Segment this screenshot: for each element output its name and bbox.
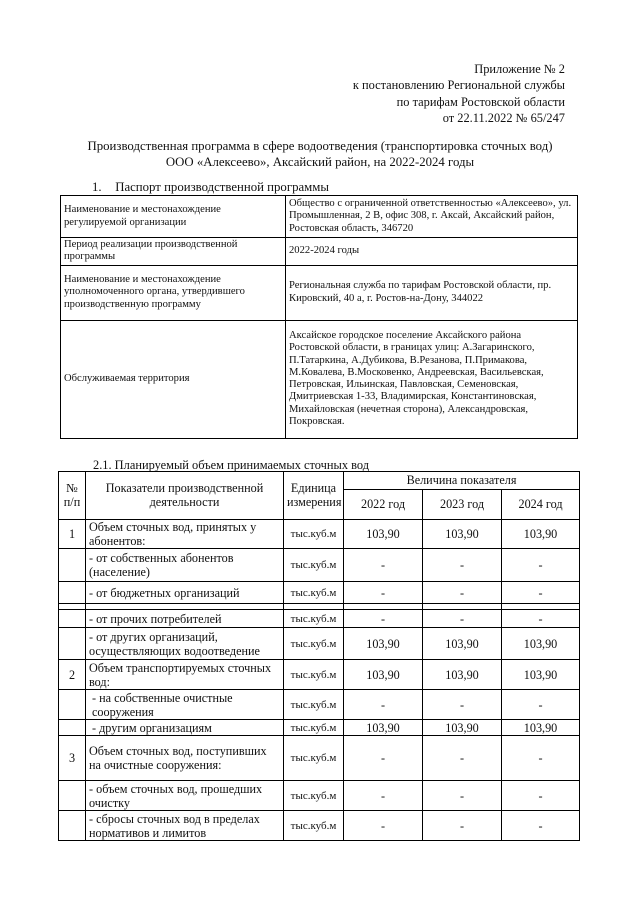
row-num: [59, 720, 86, 736]
row-value-2023: 103,90: [423, 520, 502, 549]
row-value-2023: -: [423, 690, 502, 720]
row-value-2023: -: [423, 582, 502, 604]
row-unit: тыс.куб.м: [284, 628, 344, 660]
row-value-2022: -: [344, 549, 423, 582]
row-unit: тыс.куб.м: [284, 690, 344, 720]
passport-row: [61, 238, 578, 266]
row-name: - от прочих потребителей: [86, 610, 284, 628]
table-row: [59, 811, 580, 841]
header-indicator: Показатели производственной деятельности: [86, 472, 284, 520]
row-value-2023: 103,90: [423, 660, 502, 690]
row-num: 1: [59, 520, 86, 549]
table-row: [59, 582, 580, 604]
title-line-1: Производственная программа в сфере водоотведения (транспортировка сточных вод): [87, 139, 553, 153]
section-2-1-heading: 2.1. Планируемый объем принимаемых сточных вод: [93, 458, 370, 472]
row-unit: тыс.куб.м: [284, 781, 344, 811]
passport-table: [60, 195, 578, 439]
row-value-2022: -: [344, 811, 423, 841]
row-value-2022: -: [344, 582, 423, 604]
row-value-2023: -: [423, 781, 502, 811]
passport-row: [61, 196, 578, 238]
appendix-header: [245, 61, 565, 126]
row-value-2024: -: [502, 549, 580, 582]
passport-value: Аксайское городское поселение Аксайского района Ростовской области, в границах улиц: А.Загаринского, П.Татаркина, А.Дубикова, В.Резанова, П.Примакова, М.Ковалева, В.Московенко, Андреевская, Васильевская, Петровская, Ильинская, Павловская, Семеновская, Дмитриевская 1-33, Владимирская, Константиновская, Михайловская (нечетная сторона), Александровская, Покровская.: [286, 320, 578, 438]
passport-row: [61, 265, 578, 320]
row-num: [59, 811, 86, 841]
section-1-number: 1.: [92, 180, 102, 194]
row-value-2022: -: [344, 690, 423, 720]
row-name: - другим организациям: [86, 720, 284, 736]
row-num: [59, 628, 86, 660]
row-num: [59, 781, 86, 811]
row-value-2024: -: [502, 811, 580, 841]
row-name: - объем сточных вод, прошедших очистку: [86, 781, 284, 811]
row-num: [59, 610, 86, 628]
row-name: Объем транспортируемых сточных вод:: [86, 660, 284, 690]
header-unit: Единица измерения: [284, 472, 344, 520]
row-num: [59, 582, 86, 604]
passport-value: 2022-2024 годы: [286, 238, 578, 266]
row-value-2024: -: [502, 781, 580, 811]
table-row: [59, 610, 580, 628]
row-value-2022: 103,90: [344, 628, 423, 660]
row-num: [59, 690, 86, 720]
table-row: [59, 549, 580, 582]
row-value-2023: 103,90: [423, 628, 502, 660]
section-1-heading: [92, 180, 329, 195]
passport-row: [61, 320, 578, 438]
header-year-2023: 2023 год: [423, 490, 502, 520]
row-unit: тыс.куб.м: [284, 582, 344, 604]
document-title: [40, 138, 600, 170]
table-row: [59, 660, 580, 690]
row-unit: тыс.куб.м: [284, 736, 344, 781]
header-value-group: Величина показателя: [344, 472, 580, 490]
row-num: 3: [59, 736, 86, 781]
table-row: [59, 781, 580, 811]
row-value-2022: 103,90: [344, 660, 423, 690]
row-name: - от бюджетных организаций: [86, 582, 284, 604]
row-value-2024: 103,90: [502, 660, 580, 690]
appendix-number: Приложение № 2: [474, 62, 565, 76]
row-unit: тыс.куб.м: [284, 520, 344, 549]
row-name: - на собственные очистные сооружения: [86, 690, 284, 720]
row-num: [59, 549, 86, 582]
title-line-2: ООО «Алексеево», Аксайский район, на 2022-2024 годы: [165, 155, 475, 169]
row-value-2023: -: [423, 549, 502, 582]
row-unit: тыс.куб.м: [284, 660, 344, 690]
passport-label: Период реализации производственной программы: [61, 238, 286, 266]
passport-value: Региональная служба по тарифам Ростовской области, пр. Кировский, 40 а, г. Ростов-на-Дону, 344022: [286, 265, 578, 320]
row-unit: тыс.куб.м: [284, 610, 344, 628]
table-header-row: [59, 472, 580, 490]
row-value-2022: 103,90: [344, 520, 423, 549]
passport-label: Обслуживаемая территория: [61, 320, 286, 438]
row-name: - от других организаций, осуществляющих водоотведение: [86, 628, 284, 660]
row-value-2024: 103,90: [502, 628, 580, 660]
row-name: - от собственных абонентов (население): [86, 549, 284, 582]
table-row: [59, 690, 580, 720]
row-name: Объем сточных вод, принятых у абонентов:: [86, 520, 284, 549]
row-value-2024: -: [502, 690, 580, 720]
table-row: [59, 628, 580, 660]
row-value-2022: -: [344, 781, 423, 811]
row-name: Объем сточных вод, поступивших на очистные сооружения:: [86, 736, 284, 781]
row-value-2024: -: [502, 582, 580, 604]
row-num: 2: [59, 660, 86, 690]
passport-label: Наименование и местонахождение уполномоченного органа, утвердившего производственную программу: [61, 265, 286, 320]
appendix-date: от 22.11.2022 № 65/247: [442, 110, 565, 125]
header-year-2024: 2024 год: [502, 490, 580, 520]
row-value-2023: -: [423, 610, 502, 628]
passport-label: Наименование и местонахождение регулируемой организации: [61, 196, 286, 238]
table-row: [59, 520, 580, 549]
row-value-2022: -: [344, 610, 423, 628]
table-row: [59, 736, 580, 781]
table-row: [59, 720, 580, 736]
section-1-title: Паспорт производственной программы: [115, 180, 329, 194]
row-name: - сбросы сточных вод в пределах нормативов и лимитов: [86, 811, 284, 841]
row-value-2023: -: [423, 811, 502, 841]
volume-table: [58, 471, 580, 841]
row-value-2023: 103,90: [423, 720, 502, 736]
row-value-2024: 103,90: [502, 520, 580, 549]
row-value-2023: -: [423, 736, 502, 781]
header-num: № п/п: [59, 472, 86, 520]
row-value-2022: 103,90: [344, 720, 423, 736]
row-value-2024: -: [502, 610, 580, 628]
passport-value: Общество с ограниченной ответственностью «Алексеево», ул. Промышленная, 2 В, офис 308, г. Аксай, Аксайский район, Ростовская область, 346720: [286, 196, 578, 238]
row-value-2024: 103,90: [502, 720, 580, 736]
row-unit: тыс.куб.м: [284, 811, 344, 841]
row-unit: тыс.куб.м: [284, 720, 344, 736]
header-year-2022: 2022 год: [344, 490, 423, 520]
row-value-2024: -: [502, 736, 580, 781]
row-unit: тыс.куб.м: [284, 549, 344, 582]
appendix-authority: по тарифам Ростовской области: [396, 94, 565, 109]
appendix-decree: к постановлению Региональной службы: [352, 78, 565, 93]
row-value-2022: -: [344, 736, 423, 781]
